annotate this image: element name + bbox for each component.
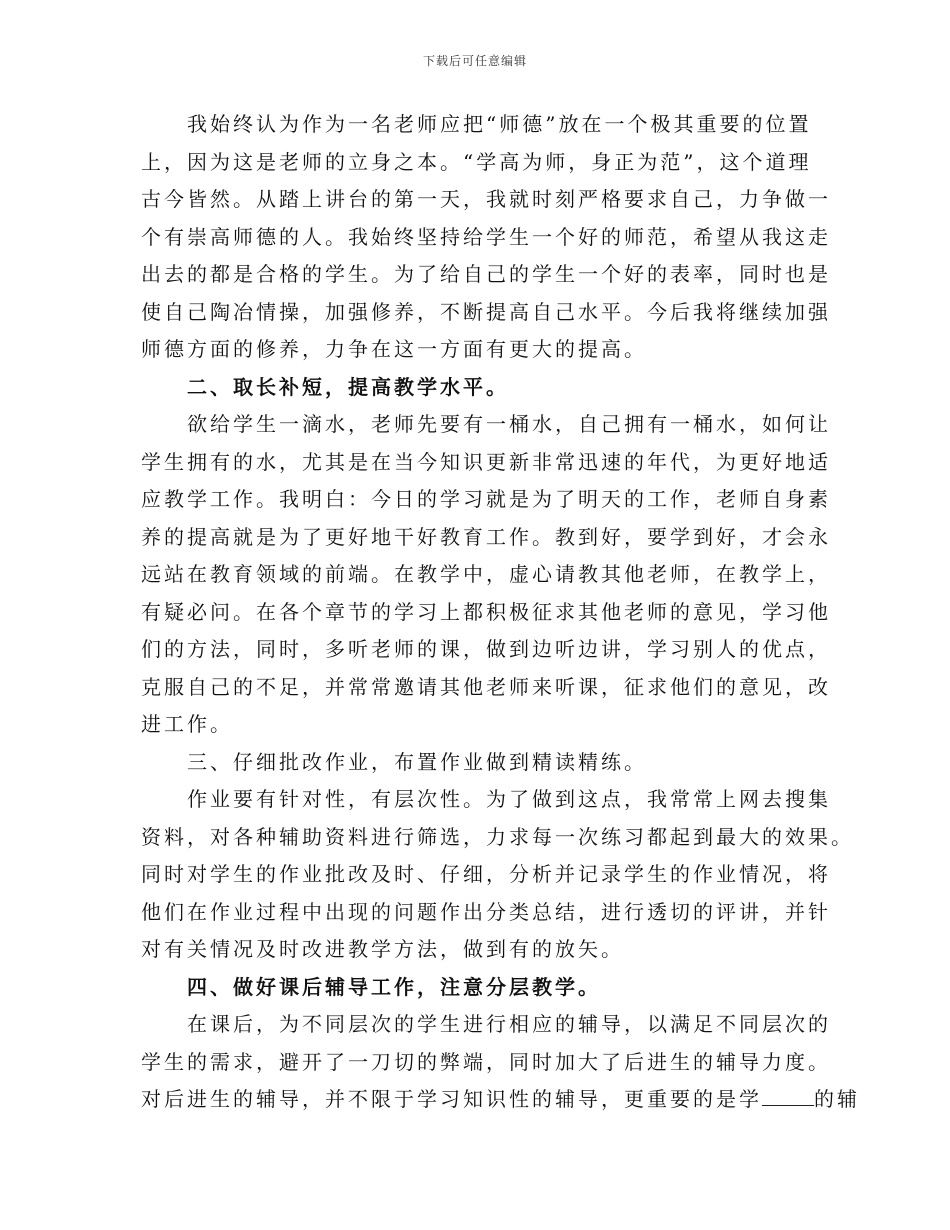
- last-line-after: 的辅: [814, 1087, 860, 1111]
- fill-blank: [762, 1083, 814, 1106]
- section-heading: 四、做好课后辅导工作，注意分层教学。: [187, 974, 601, 999]
- text-line: 进工作。: [141, 712, 233, 736]
- text-line: 在课后，为不同层次的学生进行相应的辅导，以满足不同层次的: [187, 1012, 831, 1036]
- text-line: 个有崇高师德的人。我始终坚持给学生一个好的师范，希望从我这走: [141, 224, 831, 249]
- text-line-last: [141, 1081, 860, 1119]
- text-line: 学生的需求，避开了一刀切的弊端，同时加大了后进生的辅导力度。: [141, 1049, 831, 1074]
- text-line: 们的方法，同时，多听老师的课，做到边听边讲，学习别人的优点，: [141, 637, 831, 661]
- document-body: [141, 106, 860, 1119]
- text-line: 我始终认为作为一名老师应把“师德”放在一个极其重要的位置: [187, 112, 812, 136]
- text-line: 古今皆然。从踏上讲台的第一天，我就时刻严格要求自己，力争做一: [141, 187, 831, 211]
- text-line: 使自己陶冶情操，加强修养，不断提高自己水平。今后我将继续加强: [141, 299, 831, 324]
- text-line: 有疑必问。在各个章节的学习上都积极征求其他老师的意见，学习他: [141, 599, 831, 624]
- text-line: 他们在作业过程中出现的问题作出分类总结，进行透切的评讲，并针: [141, 899, 831, 924]
- text-line: 欲给学生一滴水，老师先要有一桶水，自己拥有一桶水，如何让: [187, 412, 831, 436]
- text-line: 出去的都是合格的学生。为了给自己的学生一个好的表率，同时也是: [141, 262, 831, 286]
- paragraph-lines: [141, 106, 854, 1081]
- text-line: 应教学工作。我明白：今日的学习就是为了明天的工作，老师自身素: [141, 487, 831, 511]
- text-line: 学生拥有的水，尤其是在当今知识更新非常迅速的年代，为更好地适: [141, 449, 831, 474]
- section-heading: 二、取长补短，提高教学水平。: [187, 374, 509, 399]
- text-line: 三、仔细批改作业，布置作业做到精读精练。: [187, 749, 647, 774]
- text-line: 资料，对各种辅助资料进行筛选，力求每一次练习都起到最大的效果。: [141, 824, 854, 849]
- text-line: 作业要有针对性，有层次性。为了做到这点，我常常上网去搜集: [187, 787, 831, 811]
- text-line: 远站在教育领域的前端。在教学中，虚心请教其他老师，在教学上，: [141, 562, 831, 586]
- text-line: 克服自己的不足，并常常邀请其他老师来听课，征求他们的意见，改: [141, 674, 831, 699]
- last-line-before: 对后进生的辅导，并不限于学习知识性的辅导，更重要的是学: [141, 1087, 762, 1111]
- page-header: 下载后可任意编辑: [422, 54, 527, 68]
- text-line: 上，因为这是老师的立身之本。“学高为师，身正为范”，这个道理: [141, 149, 812, 174]
- text-line: 对有关情况及时改进教学方法，做到有的放矢。: [141, 937, 624, 961]
- text-line: 师德方面的修养，力争在这一方面有更大的提高。: [141, 337, 647, 361]
- text-line: 同时对学生的作业批改及时、仔细，分析并记录学生的作业情况，将: [141, 862, 831, 886]
- text-line: 养的提高就是为了更好地干好教育工作。教到好，要学到好，才会永: [141, 524, 831, 549]
